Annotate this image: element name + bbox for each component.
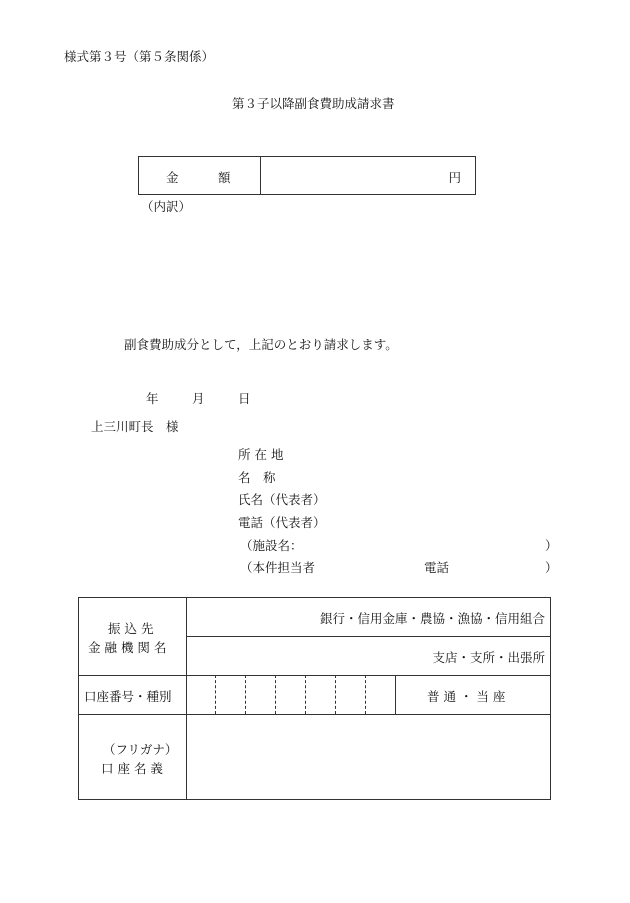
pic-phone: 電話 [424, 560, 450, 575]
destination-label-1: 振 込 先 [108, 621, 154, 636]
applicant-location: 所 在 地 [238, 447, 284, 462]
account-type-divider [395, 675, 396, 714]
facility-close: ） [545, 538, 558, 553]
amount-box [138, 156, 476, 195]
account-types: 普 通 ・ 当 座 [427, 689, 506, 704]
account-label: 口座番号・種別 [84, 689, 172, 704]
bank-row-divider [186, 636, 550, 637]
breakdown-label: （内訳） [141, 199, 192, 214]
applicant-representative: 氏名（代表者） [238, 492, 326, 507]
digit-divider [245, 675, 246, 714]
digit-divider [215, 675, 216, 714]
amount-label-2: 額 [218, 170, 231, 185]
applicant-phone: 電話（代表者） [238, 515, 326, 530]
destination-label-2: 金 融 機 関 名 [88, 640, 167, 655]
date-year: 年 [146, 391, 159, 406]
holder-label-2: 口 座 名 義 [101, 761, 163, 776]
digit-divider [365, 675, 366, 714]
date-month: 月 [192, 391, 205, 406]
amount-unit: 円 [448, 170, 461, 185]
person-in-charge: （本件担当者 [240, 560, 316, 575]
addressee: 上三川町長 様 [91, 419, 179, 434]
applicant-name: 名 称 [238, 470, 276, 485]
bank-row-divider [79, 714, 550, 715]
amount-label-cell [139, 157, 261, 194]
bank-types: 銀行・信用金庫・農協・漁協・信用組合 [319, 611, 545, 626]
request-statement: 副食費助成分として，上記のとおり請求します。 [124, 337, 398, 352]
holder-label-1: （フリガナ） [103, 742, 178, 757]
form-number: 様式第３号（第５条関係） [64, 49, 215, 64]
amount-label-1: 金 [166, 170, 179, 185]
pic-close: ） [545, 560, 558, 575]
digit-divider [305, 675, 306, 714]
facility-name: （施設名： [240, 538, 303, 553]
page-title: 第３子以降副食費助成請求書 [232, 96, 395, 111]
date-day: 日 [238, 391, 251, 406]
bank-table-divider [186, 598, 187, 799]
digit-divider [275, 675, 276, 714]
bank-row-divider [79, 675, 550, 676]
bank-table [78, 597, 551, 800]
branch-types: 支店・支所・出張所 [432, 650, 545, 665]
digit-divider [335, 675, 336, 714]
